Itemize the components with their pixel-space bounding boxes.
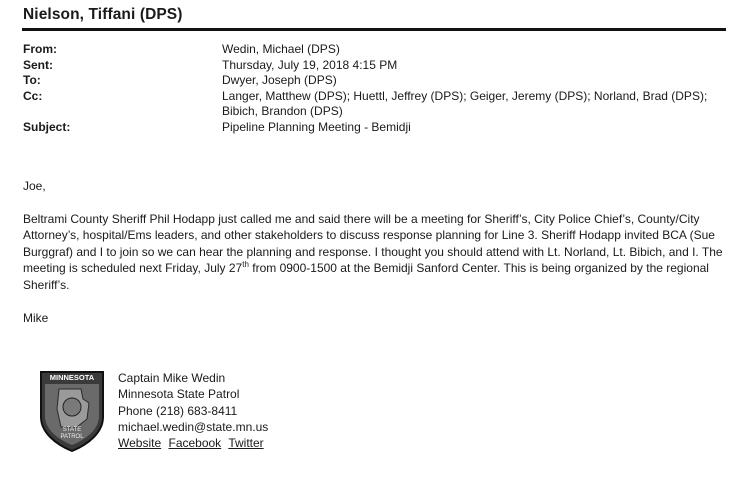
badge-top-text: MINNESOTA <box>49 373 95 382</box>
header-divider <box>22 28 726 31</box>
badge-bottom-text-1: STATE <box>62 427 82 433</box>
sent-value: Thursday, July 19, 2018 4:15 PM <box>222 57 398 72</box>
signature-org: Minnesota State Patrol <box>118 387 240 402</box>
badge-bottom-text-2: PATROL <box>60 434 84 440</box>
cc-label: Cc: <box>23 88 43 103</box>
to-row <box>23 73 728 89</box>
subject-label: Subject: <box>23 119 71 134</box>
to-value: Dwyer, Joseph (DPS) <box>222 73 337 87</box>
sent-label: Sent: <box>23 57 53 72</box>
signature-links <box>118 435 268 451</box>
cc-value-line1: Langer, Matthew (DPS); Huettl, Jeffrey (DPS); Geiger, Jeremy (DPS); Norland, Brad (DPS); <box>222 88 708 103</box>
email-body <box>23 178 728 326</box>
subject-row <box>23 120 728 136</box>
from-value: Wedin, Michael (DPS) <box>222 42 340 56</box>
signature-email: michael.wedin@state.mn.us <box>118 419 269 434</box>
ordinal-suffix: th <box>242 260 249 270</box>
cc-row <box>23 89 728 120</box>
salutation: Joe, <box>23 179 46 193</box>
email-signature <box>118 370 268 451</box>
signature-phone: Phone (218) 683-8411 <box>118 403 238 418</box>
body-paragraph-part1: Beltrami County Sheriff Phil Hodapp just called me and said there will be a meeting for Sheriff’s, City Police Chief’s, County/City Attorney’s, hospital/Ems leaders, and other stakeholders to discuss response planning for Line 3. Sheriff Hodapp invited BCA (Sue Burggraf) and I to join so we can hear the planning and response. I thought you should attend with Lt. Norland, Lt. Bibich, and I. The meeting is scheduled next Friday, July 27 <box>23 211 723 276</box>
to-label: To: <box>23 73 41 87</box>
sent-row <box>23 58 728 74</box>
email-header <box>23 42 728 135</box>
twitter-link[interactable]: Twitter <box>228 436 264 451</box>
subject-value: Pipeline Planning Meeting - Bemidji <box>222 119 411 134</box>
mailbox-owner-name: Nielson, Tiffani (DPS) <box>23 6 183 23</box>
cc-value <box>222 89 728 120</box>
signature-name: Captain Mike Wedin <box>118 371 226 385</box>
signoff: Mike <box>23 310 49 325</box>
body-paragraph-part2: from 0900-1500 at the Bemidji Sanford Center. This is being organized by the regional Sheriff’s. <box>23 261 709 292</box>
state-patrol-badge-icon <box>37 369 107 453</box>
facebook-link[interactable]: Facebook <box>168 436 222 451</box>
from-label: From: <box>23 42 57 56</box>
body-paragraph <box>23 211 728 294</box>
cc-value-line2: Bibich, Brandon (DPS) <box>222 104 343 118</box>
website-link[interactable]: Website <box>118 436 162 451</box>
from-row <box>23 42 728 58</box>
